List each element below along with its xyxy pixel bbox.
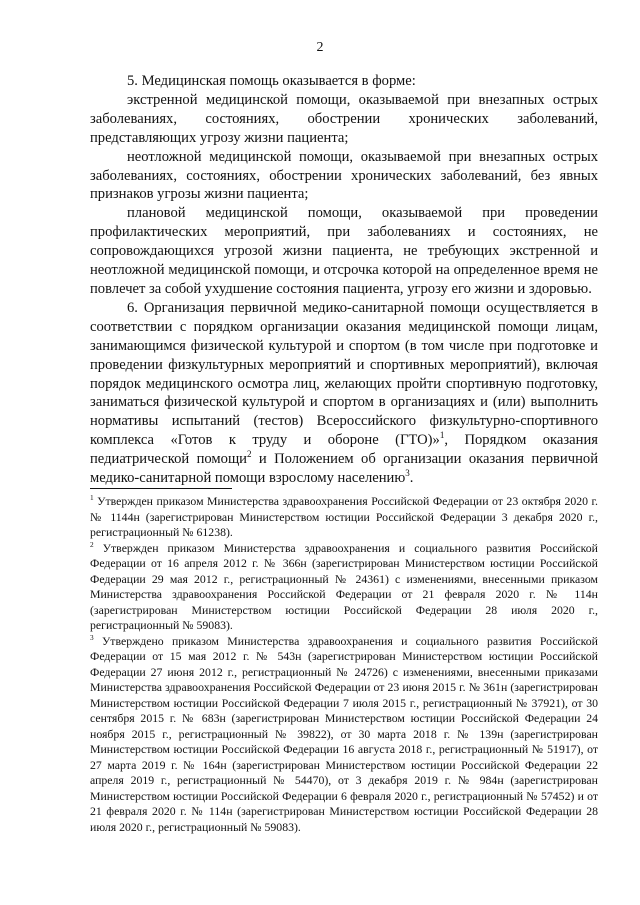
footnote-marker-3: 3 [90,632,94,642]
footnote-divider [90,488,232,489]
footnote-2-text: Утвержден приказом Министерства здравоохранения и социального развития Российской Федерации от 16 апреля 2012 г. № 366н (зарегистрирован Министерством юстиции Российской Федерации 29 мая 2012 г., регистрационный № 24361) с изменениями, внесенными приказом Министерства здравоохранения Российской Федерации от 21 февраля 2020 г. № 114н (зарегистрирован Министерством юстиции Российской Федерации 28 июля 2020 г., регистрационный № 59083). [90,540,598,632]
footnote-3 [90,634,598,836]
paragraph-urgent-care: неотложной медицинской помощи, оказываемой при внезапных острых заболеваниях, состояниях, обострении хронических заболеваний, без явных признаков угрозы жизни пациента; [90,148,598,203]
footnote-marker-2: 2 [90,539,94,549]
footnote-ref-1: 1 [439,430,445,441]
footnote-ref-2: 2 [247,449,252,460]
document-body [90,72,598,488]
paragraph-emergency-care: экстренной медицинской помощи, оказываемой при внезапных острых заболеваниях, состояниях, обострении хронических заболеваний, представляющих угрозу жизни пациента; [90,91,598,146]
paragraph-clause-6 [90,299,598,488]
footnote-1 [90,494,598,541]
footnotes-section [90,494,598,835]
paragraph-clause-5: 5. Медицинская помощь оказывается в форме: [127,73,416,89]
clause-6-text-part2: , Порядком оказания педиатрической помощи [90,432,598,468]
footnote-ref-3: 3 [405,468,410,479]
page-number: 2 [316,40,324,55]
clause-6-text-part3: и Положением об организации оказания первичной медико-санитарной помощи взрослому населению [90,451,599,487]
paragraph-planned-care: плановой медицинской помощи, оказываемой при проведении профилактических мероприятий, при заболеваниях и состояниях, не сопровождающихся угрозой жизни пациента, не требующих экстренной и неотложной медицинской помощи, и отсрочка которой на определенное время не повлечет за собой ухудшение состояния пациента, угрозу его жизни и здоровью. [90,205,598,297]
footnote-marker-1: 1 [90,493,94,503]
clause-6-text-end: . [409,470,414,487]
footnote-1-text: Утвержден приказом Министерства здравоохранения Российской Федерации от 23 октября 2020 г. № 1144н (зарегистрирован Министерством юстиции Российской Федерации 3 декабря 2020 г., регистрационный № 61238). [90,494,598,539]
clause-6-text-part1: 6. Организация первичной медико-санитарной помощи осуществляется в соответствии с порядком организации оказания медицинской помощи лицам, занимающимся физической культурой и спортом (в том числе при подготовке и проведении физкультурных мероприятий и спортивных мероприятий), включая порядок медицинского осмотра лиц, желающих пройти спортивную подготовку, заниматься физической культурой и спортом в организациях и (или) выполнить нормативы испытаний (тестов) Всероссийского физкультурно-спортивного комплекса «Готов к труду и обороне (ГТО)» [90,299,598,449]
footnote-3-text: Утверждено приказом Министерства здравоохранения и социального развития Российской Федерации от 15 мая 2012 г. № 543н (зарегистрирован Министерством юстиции Российской Федерации 27 июня 2012 г., регистрационный № 24726) с изменениями, внесенными приказами Министерства здравоохранения Российской Федерации от 23 июня 2015 г. № 361н (зарегистрирован Министерством юстиции Российской Федерации 7 июля 2015 г., регистрационный № 37921), от 30 сентября 2015 г. № 683н (зарегистрирован Министерством юстиции Российской Федерации 24 ноября 2015 г., регистрационный № 39822), от 30 марта 2018 г. № 139н (зарегистрирован Министерством юстиции Российской Федерации 16 августа 2018 г., регистрационный № 51917), от 27 марта 2019 г. № 164н (зарегистрирован Министерством юстиции Российской Федерации 22 апреля 2019 г., регистрационный № 54470), от 3 декабря 2019 г. № 984н (зарегистрирован Министерством юстиции Российской Федерации 6 февраля 2020 г., регистрационный № 57452) и от 21 февраля 2020 г. № 114н (зарегистрирован Министерством юстиции Российской Федерации 28 июля 2020 г., регистрационный № 59083). [90,633,598,834]
footnote-2 [90,541,598,634]
